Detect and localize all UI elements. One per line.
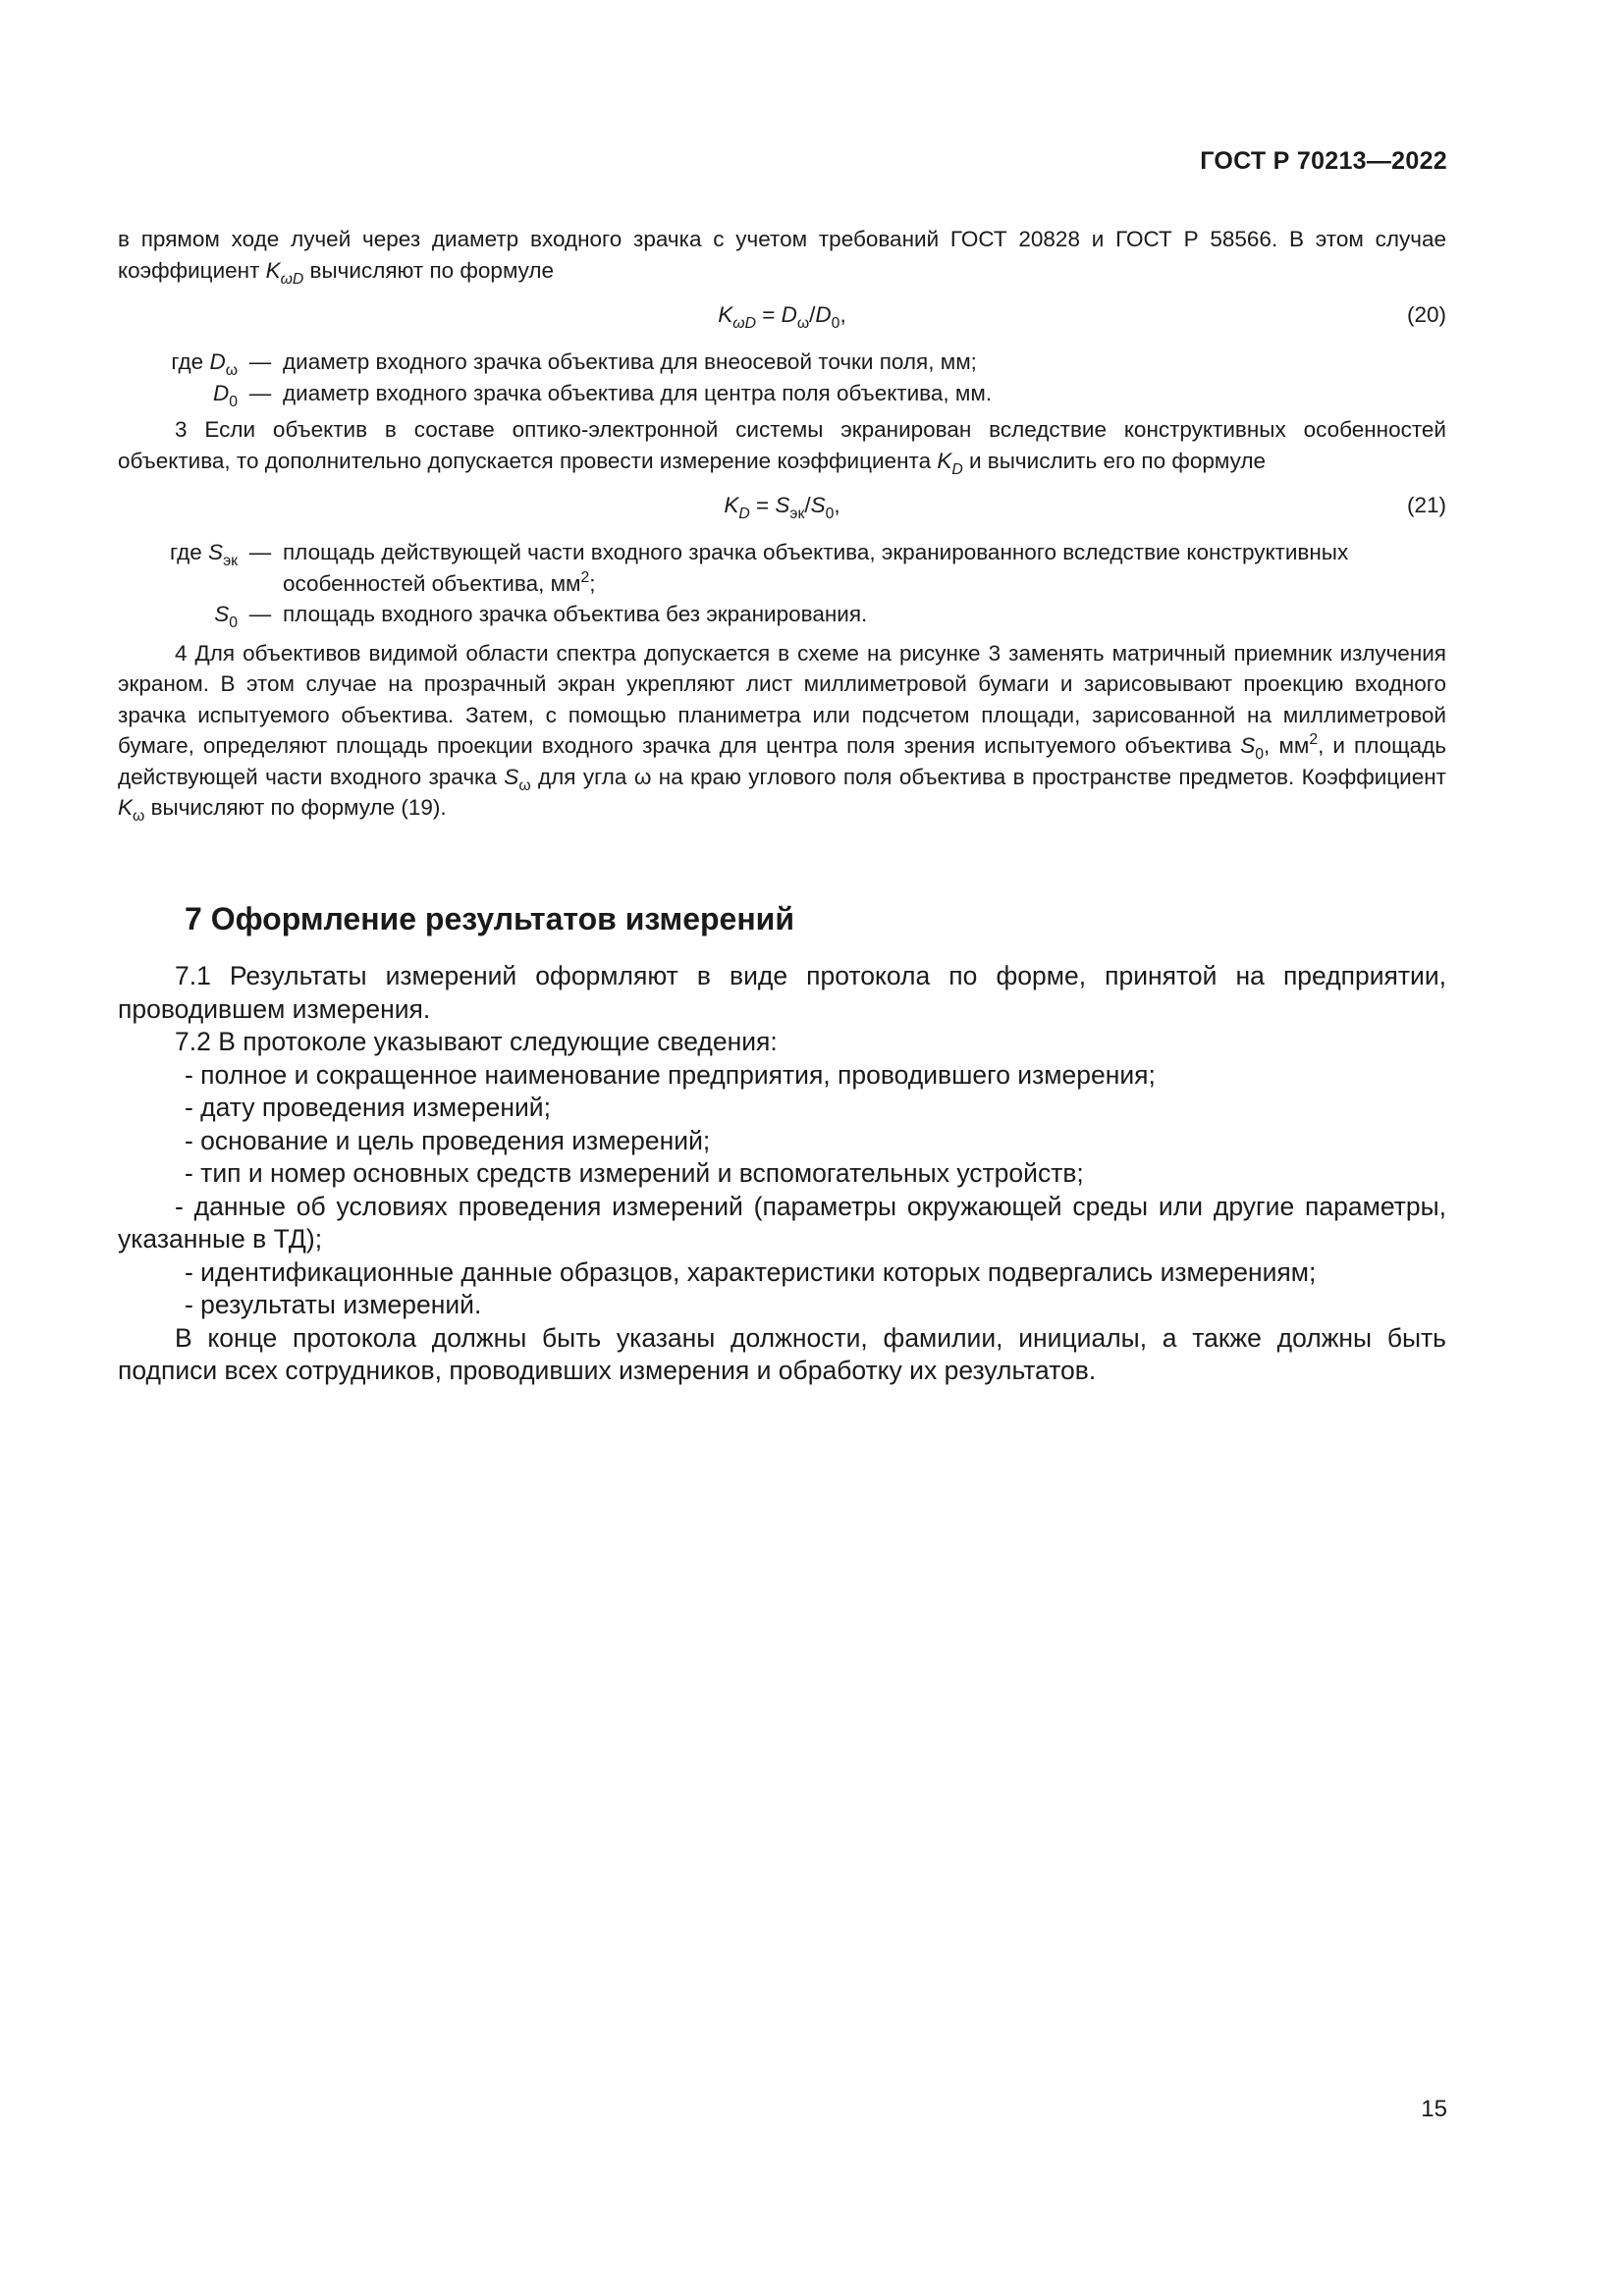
- list-item: - дату проведения измерений;: [185, 1093, 551, 1122]
- closing-paragraph: В конце протокола должны быть указаны должности, фамилии, инициалы, а также должны быть подписи всех сотрудников, проводивших измерения и обработку их результатов.: [118, 1322, 1446, 1385]
- formula-20: $K_{\omega D} = D_\omega/D_0$, (20): [118, 294, 1446, 341]
- where-row: где $S_{эк}$ — площадь действующей части входного зрачка объектива, экранированного вследствие конструктивных особенностей объектива, $мм^2$;: [169, 540, 1349, 596]
- formula-21: $K_D = S_{эк}/S_0$, (21): [118, 484, 1446, 531]
- formula-20-number: (20): [1406, 302, 1446, 327]
- list-item: - идентификационные данные образцов, характеристики которых подвергались измерениям;: [185, 1256, 1317, 1287]
- section-7-title: 7 Оформление результатов измерений: [185, 901, 794, 936]
- section-7-body: [118, 960, 1446, 1388]
- list-item: - результаты измерений.: [185, 1290, 482, 1319]
- list-item: - полное и сокращенное наименование предприятия, проводившего измерения;: [185, 1059, 1156, 1090]
- where-row: $S_0$ — площадь входного зрачка объектива без экранирования.: [214, 602, 868, 631]
- intro-paragraph: в прямом ходе лучей через диаметр входного зрачка с учетом требований ГОСТ 20828 и ГОСТ Р 58566. В этом случае коэффициент $K_{\omega D}$ вычисляют по формуле: [118, 227, 1446, 288]
- note-4-paragraph: 4 Для объективов видимой области спектра допускается в схеме на рисунке 3 заменять матричный приемник излучения экраном. В этом случае на прозрачный экран укрепляют лист миллиметровой бумаги и зарисовывают проекцию входного зрачка испытуемого объектива. Затем, с помощью планиметра или подсчетом площади, зарисованной на миллиметровой бумаге, определяют площадь проекции входного зрачка для центра поля зрения испытуемого объектива $S_0$, $мм^2$, и площадь действующей части входного зрачка $S_\omega$ для угла ω на краю углового поля объектива в пространстве предметов. Коэффициент $K_\omega$ вычисляют по формуле (19).: [118, 640, 1446, 825]
- list-item: - данные об условиях проведения измерений (параметры окружающей среды или другие параметры, указанные в ТД);: [118, 1191, 1446, 1254]
- notes-block: [118, 224, 1446, 824]
- where-row: $D_0$ — диаметр входного зрачка объектива для центра поля объектива, мм.: [212, 380, 993, 410]
- document-code-header: ГОСТ Р 70213—2022: [1200, 147, 1447, 175]
- where-row: где $D_\omega$ — диаметр входного зрачка объектива для внеосевой точки поля, мм;: [171, 349, 977, 379]
- list-item: - основание и цель проведения измерений;: [185, 1125, 711, 1155]
- page-number: 15: [1421, 2096, 1447, 2122]
- paragraph-7-1: 7.1 Результаты измерений оформляют в виде протокола по форме, принятой на предприятии, проводившем измерения.: [118, 961, 1446, 1024]
- where-list-21: [118, 537, 1446, 630]
- paragraph-7-2: 7.2 В протоколе указывают следующие сведения:: [175, 1027, 778, 1056]
- note-3-paragraph: 3 Если объектив в составе оптико-электронной системы экранирован вследствие конструктивных особенностей объектива, то дополнительно допускается провести измерение коэффициента $K_D$ и вычислить его по формуле: [118, 417, 1446, 478]
- formula-21-number: (21): [1406, 493, 1446, 517]
- where-list-20: [118, 347, 1446, 408]
- list-item: - тип и номер основных средств измерений и вспомогательных устройств;: [185, 1158, 1084, 1188]
